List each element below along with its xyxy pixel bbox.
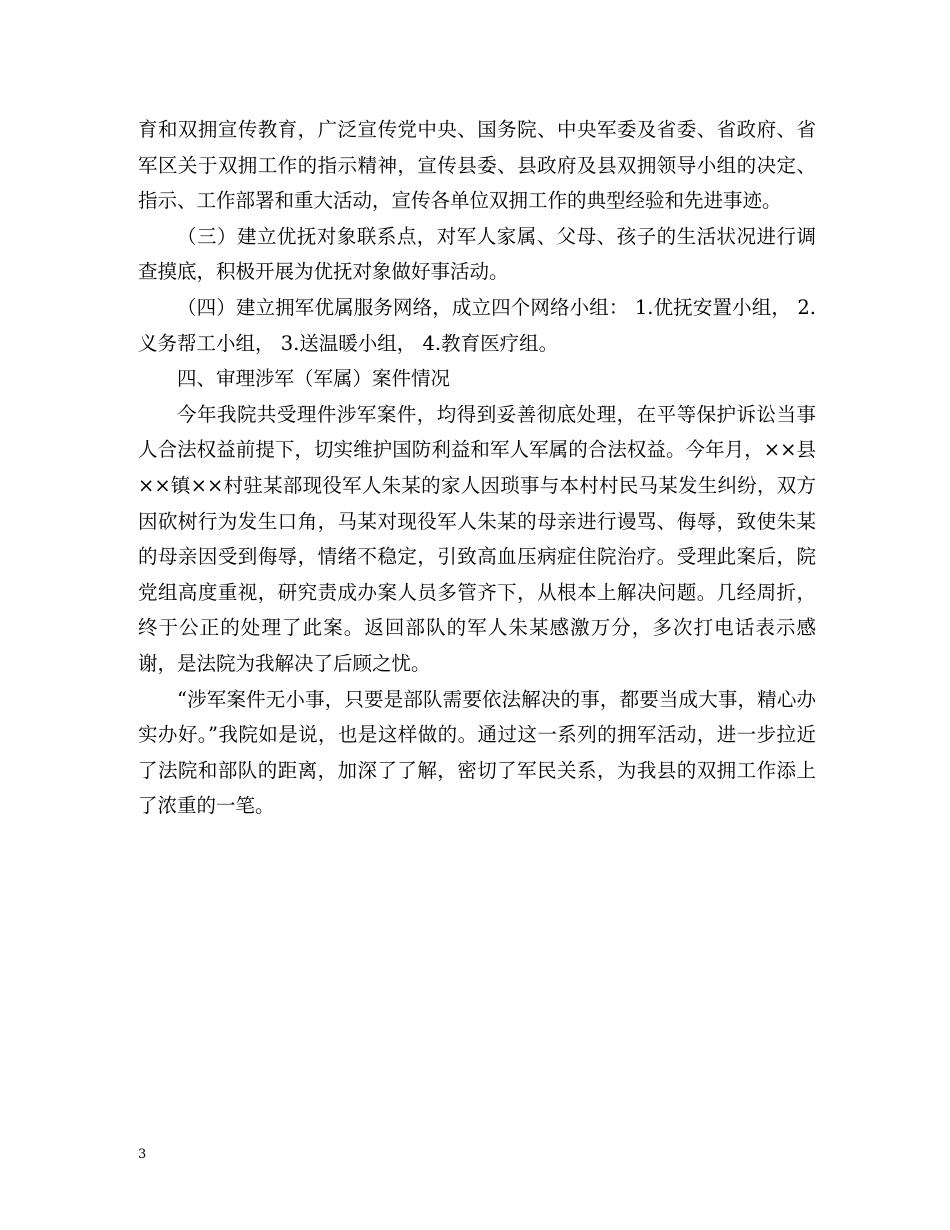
paragraph-3: （四）建立拥军优属服务网络，成立四个网络小组： 1.优抚安置小组， 2.义务帮工小组， 3.送温暖小组， 4.教育医疗组。 <box>138 295 816 355</box>
paragraph-2: （三）建立优抚对象联系点，对军人家属、父母、孩子的生活状况进行调查摸底，积极开展为优抚对象做好事活动。 <box>138 224 816 284</box>
document-body <box>138 112 816 824</box>
paragraph-6: “涉军案件无小事，只要是部队需要依法解决的事，都要当成大事，精心办实办好。”我院如是说，也是这样做的。通过这一系列的拥军活动，进一步拉近了法院和部队的距离，加深了了解，密切了军民关系，为我县的双拥工作添上了浓重的一笔。 <box>138 687 816 818</box>
paragraph-5: 今年我院共受理件涉军案件，均得到妥善彻底处理，在平等保护诉讼当事人合法权益前提下，切实维护国防利益和军人军属的合法权益。今年月，××县××镇××村驻某部现役军人朱某的家人因琐事与本村村民马某发生纠纷，双方因砍树行为发生口角，马某对现役军人朱某的母亲进行谩骂、侮辱，致使朱某的母亲因受到侮辱，情绪不稳定，引致高血压病症住院治疗。受理此案后，院党组高度重视，研究责成办案人员多管齐下，从根本上解决问题。几经周折，终于公正的处理了此案。返回部队的军人朱某感激万分，多次打电话表示感谢，是法院为我解决了后顾之忧。 <box>138 402 816 675</box>
paragraph-1: 育和双拥宣传教育，广泛宣传党中央、国务院、中央军委及省委、省政府、省军区关于双拥工作的指示精神，宣传县委、县政府及县双拥领导小组的决定、指示、工作部署和重大活动，宣传各单位双拥工作的典型经验和先进事迹。 <box>138 118 816 213</box>
page-number: 3 <box>138 1147 147 1162</box>
section-heading: 四、审理涉军（军属）案件情况 <box>177 367 451 391</box>
